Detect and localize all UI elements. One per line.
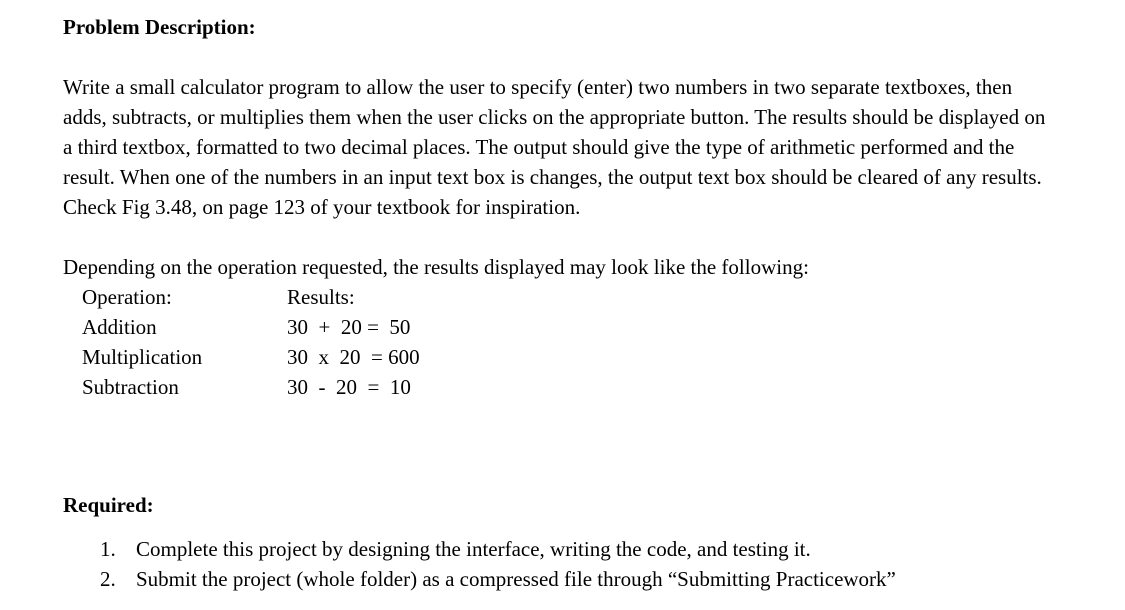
table-row [82, 312, 1065, 342]
table-row [82, 342, 1065, 372]
operation-cell: Addition [82, 315, 157, 339]
list-item-number: 2. [100, 567, 116, 591]
list-item-number: 1. [100, 537, 116, 561]
list-item-text: Submit the project (whole folder) as a compressed file through “Submitting Practicework” [136, 567, 896, 591]
table-row [82, 372, 1065, 402]
operation-cell: Subtraction [82, 375, 179, 399]
list-item-text: Complete this project by designing the interface, writing the code, and testing it. [136, 537, 811, 561]
operations-table-header-row [82, 282, 1065, 312]
operations-table [82, 282, 1065, 402]
required-list [100, 534, 1065, 594]
results-column-header: Results: [287, 285, 355, 309]
result-cell: 30 - 20 = 10 [287, 375, 411, 399]
required-heading: Required: [63, 493, 154, 517]
operation-cell: Multiplication [82, 345, 203, 369]
operations-table-intro: Depending on the operation requested, the results displayed may look like the following: [63, 255, 809, 279]
operation-column-header: Operation: [82, 285, 172, 309]
result-cell: 30 x 20 = 600 [287, 345, 420, 369]
list-item [100, 564, 1065, 594]
problem-description-paragraph: Write a small calculator program to allow the user to specify (enter) two numbers in two separate textboxes, then adds, subtracts, or multiplies them when the user clicks on the appropriate button. The results should be displayed on a third textbox, formatted to two decimal places. The output should give the type of arithmetic performed and the result. When one of the numbers in an input text box is changes, the output text box should be cleared of any results. Check Fig 3.48, on page 123 of your textbook for inspiration. [63, 75, 1046, 219]
problem-description-heading: Problem Description: [63, 15, 256, 39]
list-item [100, 534, 1065, 564]
result-cell: 30 + 20 = 50 [287, 315, 411, 339]
